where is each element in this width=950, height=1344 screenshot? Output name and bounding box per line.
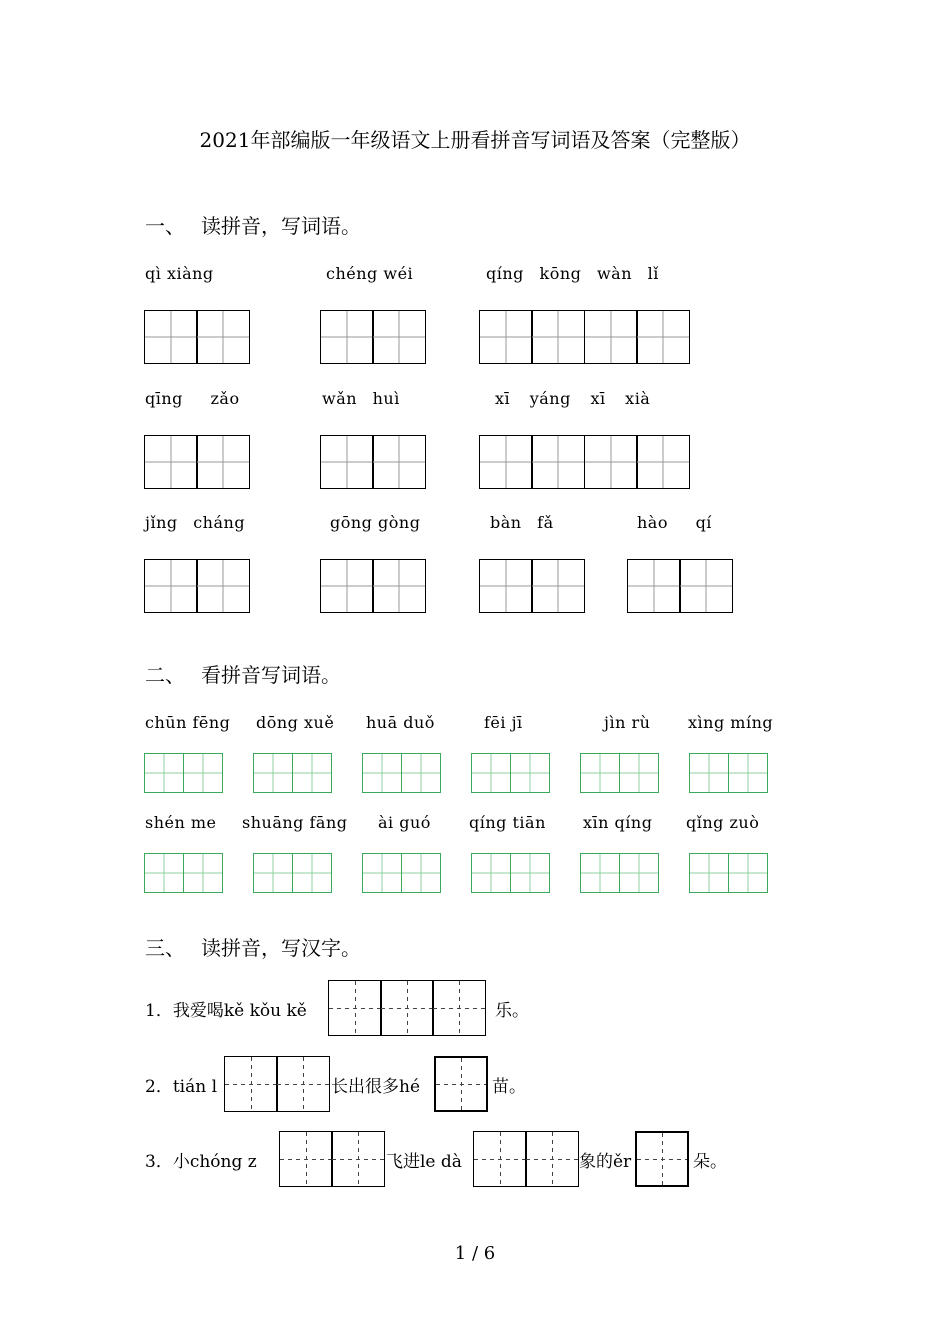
- pinyin-5-3: ài guó: [378, 813, 431, 832]
- pinyin-1-3: qíng kōng wàn lǐ: [486, 264, 659, 283]
- section-2-number: 二、: [145, 663, 185, 687]
- section-3-heading: [145, 932, 361, 961]
- section-3-number: 三、: [145, 936, 185, 960]
- page-number: 1 / 6: [454, 1243, 496, 1264]
- pinyin-5-4: qíng tiān: [469, 813, 546, 832]
- section-1-heading: [145, 210, 361, 239]
- pinyin-1-2: chéng wéi: [326, 264, 414, 283]
- pinyin-1-1: qì xiàng: [145, 264, 214, 283]
- answer-grid-2-3: [479, 435, 690, 489]
- pinyin-5-6: qǐng zuò: [686, 813, 760, 832]
- green-grid-5-5: [580, 853, 659, 893]
- sentence-3-start: 3．小chóng z: [145, 1152, 257, 1172]
- answer-grid-2-1: [144, 435, 250, 489]
- sentence-3-middle-1: 飞进le dà: [386, 1152, 462, 1172]
- section-1-title: 读拼音，写词语。: [201, 214, 361, 238]
- sentence-1-start: 1．我爱喝kě kǒu kě: [145, 1001, 307, 1021]
- section-2-heading: [145, 659, 341, 688]
- section-2-title: 看拼音写词语。: [201, 663, 341, 687]
- answer-grid-3-4: [627, 559, 733, 613]
- pinyin-4-1: chūn fēng: [145, 713, 231, 732]
- pinyin-5-2: shuāng fāng: [242, 813, 348, 832]
- sentence-2-start: 2．tián l: [145, 1077, 218, 1097]
- green-grid-5-4: [471, 853, 550, 893]
- pinyin-3-4: hào qí: [637, 513, 712, 532]
- answer-grid-3-2: [320, 559, 426, 613]
- pinyin-5-5: xīn qíng: [583, 813, 653, 832]
- answer-grid-2-2: [320, 435, 426, 489]
- dashed-grid-s2-2: [434, 1056, 488, 1112]
- pinyin-4-6: xìng míng: [688, 713, 774, 732]
- green-grid-4-5: [580, 753, 659, 793]
- pinyin-4-5: jìn rù: [604, 713, 651, 732]
- pinyin-4-2: dōng xuě: [256, 713, 335, 732]
- sentence-3-end: 朵。: [693, 1152, 727, 1172]
- answer-grid-3-3: [479, 559, 585, 613]
- sentence-2-end: 苗。: [492, 1077, 526, 1097]
- sentence-1-end: 乐。: [495, 1001, 529, 1021]
- section-3-title: 读拼音，写汉字。: [201, 936, 361, 960]
- sentence-2-middle: 长出很多hé: [331, 1077, 421, 1097]
- page-title: 2021年部编版一年级语文上册看拼音写词语及答案（完整版）: [199, 128, 751, 152]
- pinyin-3-3: bàn fǎ: [490, 513, 554, 532]
- pinyin-2-2: wǎn huì: [322, 389, 400, 408]
- green-grid-5-3: [362, 853, 441, 893]
- section-1-number: 一、: [145, 214, 185, 238]
- dashed-grid-s3-2: [473, 1131, 579, 1187]
- dashed-grid-s3-1: [279, 1131, 385, 1187]
- pinyin-4-4: fēi jī: [484, 713, 523, 732]
- dashed-grid-s3-3: [635, 1131, 689, 1187]
- green-grid-5-2: [253, 853, 332, 893]
- pinyin-5-1: shén me: [145, 813, 217, 832]
- green-grid-4-6: [689, 753, 768, 793]
- answer-grid-3-1: [144, 559, 250, 613]
- green-grid-5-1: [144, 853, 223, 893]
- pinyin-4-3: huā duǒ: [366, 713, 435, 732]
- green-grid-4-1: [144, 753, 223, 793]
- green-grid-4-4: [471, 753, 550, 793]
- pinyin-2-1: qīng zǎo: [145, 389, 240, 408]
- pinyin-3-2: gōng gòng: [330, 513, 421, 532]
- answer-grid-1-3: [479, 310, 690, 364]
- dashed-grid-s2-1: [224, 1056, 330, 1112]
- dashed-grid-s1: [328, 980, 486, 1036]
- green-grid-4-3: [362, 753, 441, 793]
- green-grid-4-2: [253, 753, 332, 793]
- pinyin-3-1: jǐng cháng: [145, 513, 246, 532]
- sentence-3-middle-2: 象的ěr: [579, 1152, 632, 1172]
- pinyin-2-3: xī yáng xī xià: [495, 389, 651, 408]
- green-grid-5-6: [689, 853, 768, 893]
- answer-grid-1-1: [144, 310, 250, 364]
- answer-grid-1-2: [320, 310, 426, 364]
